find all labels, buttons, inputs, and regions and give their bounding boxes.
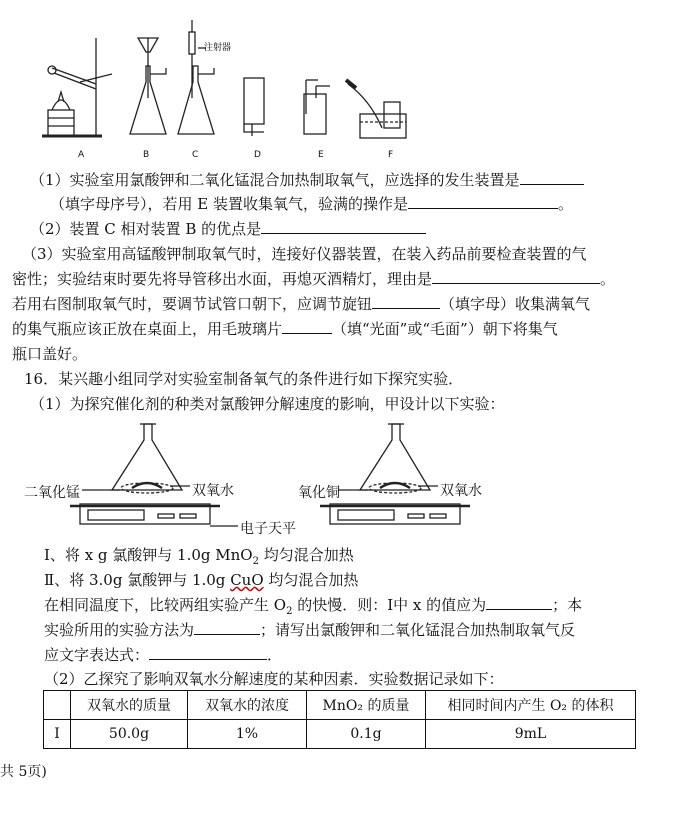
- q15-part1-line2: （填字母序号），若用 E 装置收集氧气，验满的操作是 。: [50, 195, 574, 213]
- table-cell: 50.0g: [71, 720, 188, 749]
- q16-part2: （2）乙探究了影响双氧水分解速度的某种因素．实验数据记录如下：: [44, 670, 504, 688]
- label-d: D: [254, 150, 261, 160]
- table-cell: 0.1g: [307, 720, 426, 749]
- table-cell: 1%: [188, 720, 307, 749]
- q15-part3-line3: 若用右图制取氧气时，要调节试管口朝下，应调节旋钮 （填字母）收集满氧气: [12, 295, 591, 313]
- table-header-cell: 相同时间内产生 O₂ 的体积: [426, 691, 636, 720]
- answer-blank[interactable]: [486, 595, 552, 610]
- answer-blank[interactable]: [520, 170, 584, 185]
- q15-part3-line1: （3）实验室用高锰酸钾制取氧气时，连接好仪器装置，在装入药品前要检查装置的气: [22, 245, 587, 263]
- answer-blank[interactable]: [149, 645, 267, 660]
- label-c: C: [192, 150, 199, 160]
- q16-exp2: Ⅱ、将 3.0g 氯酸钾与 1.0g CuO 均匀混合加热: [44, 571, 359, 589]
- answer-blank[interactable]: [282, 319, 332, 334]
- label-left-liquid: 双氧水: [192, 483, 234, 499]
- q15-part3-line2: 密性；实验结束时要先将导管移出水面，再熄灭酒精灯，理由是 。: [12, 270, 616, 288]
- q15-part3-line5: 瓶口盖好。: [12, 345, 88, 363]
- label-e: E: [318, 150, 324, 160]
- q15-part2-line: （2）装置 C 相对装置 B 的优点是: [30, 219, 426, 239]
- table-header-row: [44, 691, 636, 720]
- answer-blank[interactable]: [261, 219, 426, 234]
- table-header-cell: 双氧水的质量: [71, 691, 188, 720]
- answer-blank[interactable]: [432, 269, 600, 284]
- table-header-cell: [44, 691, 71, 720]
- table-cell: Ⅰ: [44, 720, 71, 749]
- label-left-catalyst: 二氧化锰: [24, 485, 80, 501]
- data-table: [43, 690, 636, 749]
- q15-part1-line: （1）实验室用氯酸钾和二氧化锰混合加热制取氧气，应选择的发生装置是: [30, 170, 584, 190]
- page-footer: 共 5页): [0, 764, 47, 780]
- apparatus-figure: [30, 18, 430, 168]
- table-header-cell: 双氧水的浓度: [188, 691, 307, 720]
- label-right-catalyst: 氧化铜: [298, 485, 340, 501]
- answer-blank[interactable]: [408, 194, 558, 209]
- table-header-cell: MnO₂ 的质量: [307, 691, 426, 720]
- label-a: A: [78, 150, 85, 160]
- answer-blank[interactable]: [194, 620, 260, 635]
- table-cell: 9mL: [426, 720, 636, 749]
- label-right-liquid: 双氧水: [440, 483, 482, 499]
- q16-exp1: Ⅰ、将 x g 氯酸钾与 1.0g MnO$_2$ 均匀混合加热: [44, 546, 354, 567]
- table-row: [44, 720, 636, 749]
- label-b: B: [143, 150, 150, 160]
- answer-blank[interactable]: [372, 294, 440, 309]
- q16-compare-line3: 应文字表达式： ．: [44, 646, 283, 664]
- q16-compare-line1: 在相同温度下，比较两组实验产生 $O_2$ 的快慢．则：Ⅰ中 x 的值应为 ；本: [44, 596, 583, 617]
- q15-part3-line4: 的集气瓶应该正放在桌面上，用毛玻璃片 （填“光面”或“毛面”）朝下将集气: [12, 320, 558, 338]
- label-balance: 电子天平: [240, 521, 296, 537]
- syringe-label: 注射器: [204, 43, 232, 53]
- q16-part1: （1）为探究催化剂的种类对氯酸钾分解速度的影响，甲设计以下实验：: [30, 395, 505, 413]
- label-f: F: [388, 150, 394, 160]
- q16-title: 16．某兴趣小组同学对实验室制备氧气的条件进行如下探究实验．: [24, 370, 464, 388]
- q16-compare-line2: 实验所用的实验方法为 ；请写出氯酸钾和二氧化锰混合加热制取氧气反: [44, 621, 576, 639]
